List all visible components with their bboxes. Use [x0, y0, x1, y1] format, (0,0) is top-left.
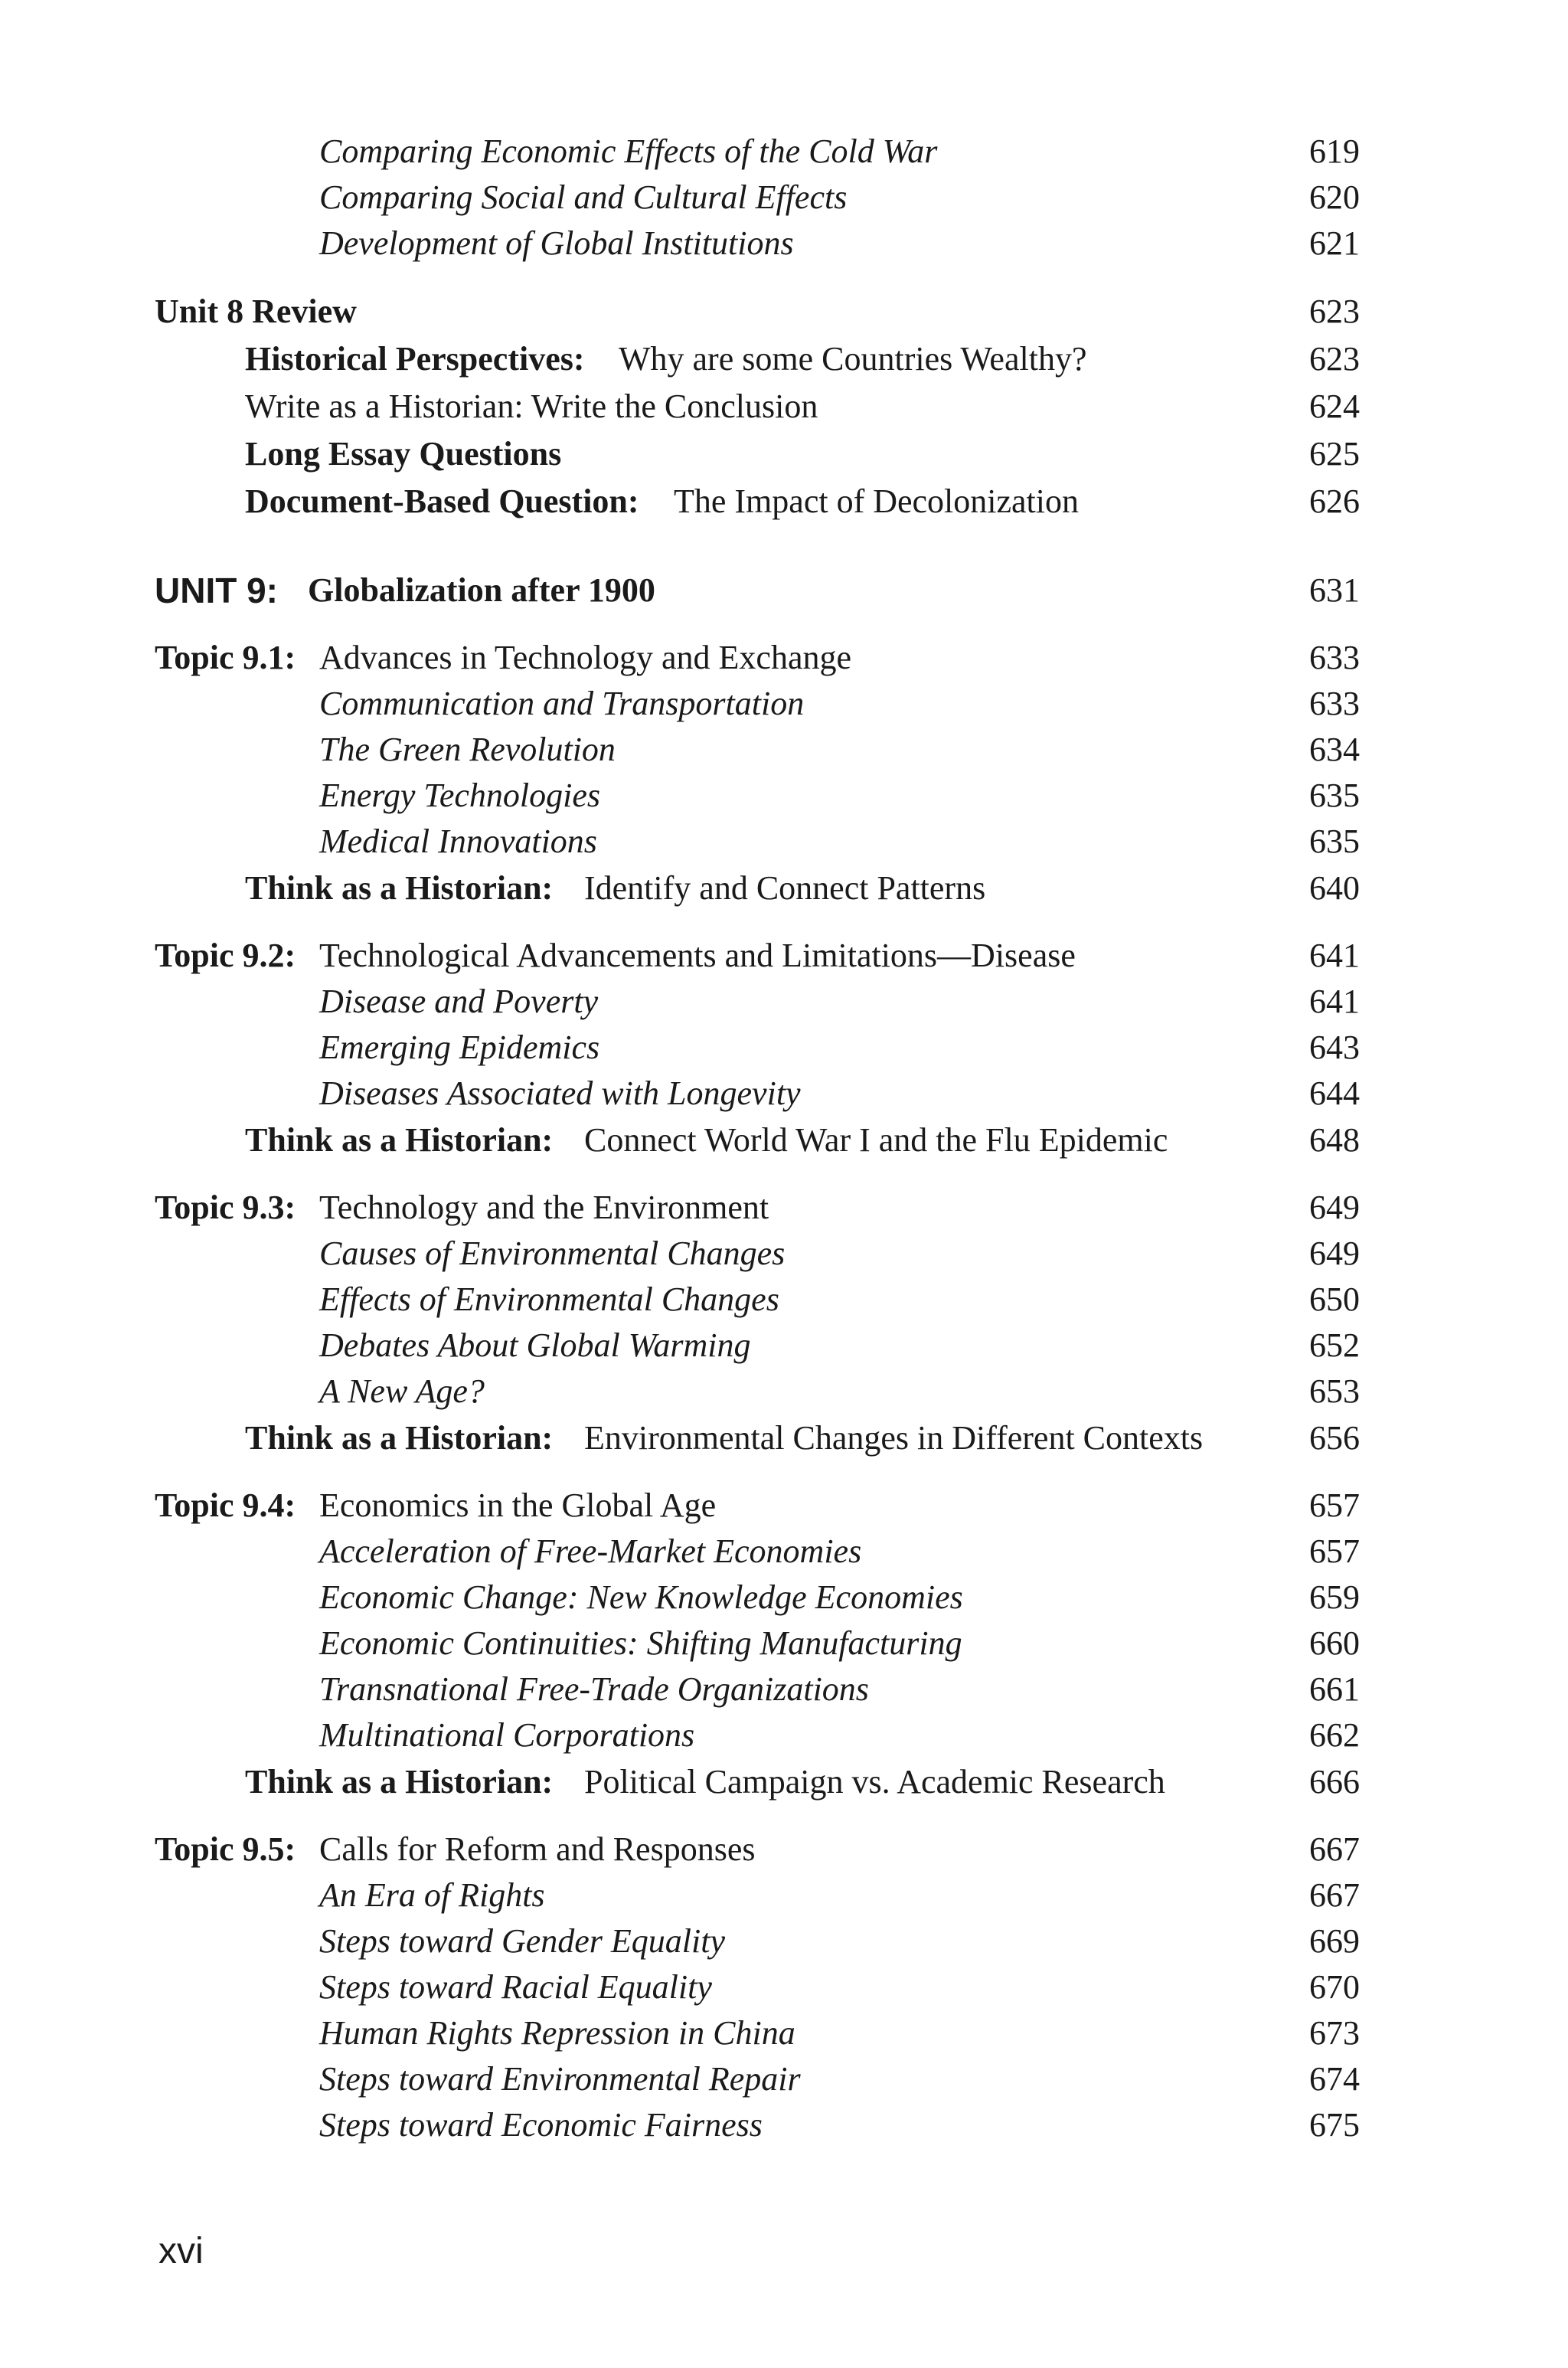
- page-number: 623: [1309, 340, 1360, 378]
- toc-topic-row: [0, 636, 1568, 679]
- subtopic-title: Medical Innovations: [319, 823, 597, 860]
- subtopic-title: Acceleration of Free-Market Economies: [319, 1532, 862, 1570]
- think-title: Environmental Changes in Different Contexts: [584, 1419, 1204, 1457]
- subtopic-title: Effects of Environmental Changes: [319, 1280, 779, 1318]
- toc-subtopic-row: [0, 130, 1568, 173]
- subtopic-title: Human Rights Repression in China: [319, 2014, 795, 2052]
- subtopic-title: Debates About Global Warming: [319, 1326, 751, 1364]
- subtopic-title: An Era of Rights: [319, 1876, 545, 1914]
- topic-label: Topic 9.2:: [155, 937, 296, 974]
- subtopic-title: Economic Change: New Knowledge Economies: [319, 1578, 963, 1616]
- toc-topic-row: [0, 934, 1568, 977]
- toc-think-row: [0, 1761, 1568, 1804]
- subtopic-title: Comparing Economic Effects of the Cold War: [319, 132, 938, 170]
- page-number: 667: [1309, 1830, 1360, 1868]
- subtopic-title: Diseases Associated with Longevity: [319, 1074, 801, 1112]
- feature-title: Why are some Countries Wealthy?: [619, 340, 1087, 378]
- page-number: 653: [1309, 1372, 1360, 1410]
- subtopic-title: Multinational Corporations: [319, 1716, 695, 1754]
- subtopic-title: Emerging Epidemics: [319, 1029, 600, 1066]
- toc-subtopic-row: [0, 980, 1568, 1023]
- subtopic-title: Steps toward Gender Equality: [319, 1922, 725, 1960]
- topic-title: Advances in Technology and Exchange: [319, 639, 851, 676]
- page-number: 621: [1309, 224, 1360, 262]
- page-number: 666: [1309, 1763, 1360, 1801]
- subtopic-title: Economic Continuities: Shifting Manufacturing: [319, 1624, 962, 1662]
- toc-subtopic-row: [0, 1026, 1568, 1069]
- page-number: 633: [1309, 639, 1360, 676]
- toc-subtopic-row: [0, 1668, 1568, 1711]
- page-number: 674: [1309, 2060, 1360, 2098]
- feature-title: The Impact of Decolonization: [674, 482, 1080, 520]
- think-label: Think as a Historian:: [245, 1121, 554, 1159]
- page-number: 649: [1309, 1235, 1360, 1272]
- toc-topic-row: [0, 1828, 1568, 1871]
- topic-title: Technological Advancements and Limitations—Disease: [319, 937, 1076, 974]
- subtopic-title: Causes of Environmental Changes: [319, 1235, 786, 1272]
- toc-topic-row: [0, 1186, 1568, 1229]
- toc-subtopic-row: [0, 2104, 1568, 2147]
- page-number: 620: [1309, 178, 1360, 216]
- toc-subtopic-row: [0, 222, 1568, 265]
- toc-feature-row: [0, 385, 1568, 428]
- toc-subtopic-row: [0, 1966, 1568, 2009]
- toc-subtopic-row: [0, 2012, 1568, 2055]
- page-number: 624: [1309, 388, 1360, 425]
- toc-think-row: [0, 867, 1568, 910]
- page-number: 635: [1309, 777, 1360, 814]
- toc-subtopic-row: [0, 2058, 1568, 2101]
- page-number: 625: [1309, 435, 1360, 473]
- think-title: Connect World War I and the Flu Epidemic: [584, 1121, 1168, 1159]
- page-number: 626: [1309, 482, 1360, 520]
- topic-label: Topic 9.4:: [155, 1487, 296, 1524]
- think-title: Identify and Connect Patterns: [584, 869, 986, 907]
- subtopic-title: A New Age?: [319, 1372, 485, 1410]
- subtopic-title: Steps toward Economic Fairness: [319, 2106, 763, 2144]
- subtopic-title: Transnational Free-Trade Organizations: [319, 1670, 869, 1708]
- topic-label: Topic 9.1:: [155, 639, 296, 676]
- page-number: 644: [1309, 1074, 1360, 1112]
- page-number: 631: [1309, 571, 1360, 609]
- toc-feature-row: [0, 433, 1568, 476]
- page-number: 657: [1309, 1487, 1360, 1524]
- page-number: 643: [1309, 1029, 1360, 1066]
- subtopic-title: Steps toward Racial Equality: [319, 1968, 712, 2006]
- topic-label: Topic 9.5:: [155, 1830, 296, 1868]
- toc-subtopic-row: [0, 774, 1568, 817]
- toc-subtopic-row: [0, 1278, 1568, 1321]
- review-title: Unit 8 Review: [155, 293, 357, 330]
- think-label: Think as a Historian:: [245, 1763, 554, 1801]
- page-folio: xvi: [158, 2231, 204, 2272]
- unit-title: Globalization after 1900: [308, 571, 655, 609]
- page-number: 670: [1309, 1968, 1360, 2006]
- page-number: 648: [1309, 1121, 1360, 1159]
- subtopic-title: Comparing Social and Cultural Effects: [319, 178, 848, 216]
- page-number: 649: [1309, 1189, 1360, 1226]
- page-number: 640: [1309, 869, 1360, 907]
- page-number: 623: [1309, 293, 1360, 330]
- toc-subtopic-row: [0, 176, 1568, 219]
- unit-label: UNIT 9:: [155, 571, 278, 610]
- page-number: 635: [1309, 823, 1360, 860]
- toc-subtopic-row: [0, 1874, 1568, 1917]
- toc-feature-row: [0, 480, 1568, 523]
- topic-label: Topic 9.3:: [155, 1189, 296, 1226]
- subtopic-title: Energy Technologies: [319, 777, 601, 814]
- subtopic-title: Steps toward Environmental Repair: [319, 2060, 801, 2098]
- page-number: 661: [1309, 1670, 1360, 1708]
- page-number: 667: [1309, 1876, 1360, 1914]
- subtopic-title: Communication and Transportation: [319, 685, 805, 722]
- feature-title: Long Essay Questions: [245, 435, 562, 473]
- subtopic-title: The Green Revolution: [319, 731, 616, 768]
- feature-title: Write as a Historian: Write the Conclusion: [245, 388, 818, 425]
- subtopic-title: Disease and Poverty: [319, 983, 599, 1020]
- think-label: Think as a Historian:: [245, 869, 554, 907]
- toc-subtopic-row: [0, 1920, 1568, 1963]
- toc-subtopic-row: [0, 820, 1568, 863]
- subtopic-title: Development of Global Institutions: [319, 224, 794, 262]
- page-number: 641: [1309, 983, 1360, 1020]
- page-number: 641: [1309, 937, 1360, 974]
- toc-subtopic-row: [0, 1370, 1568, 1413]
- page-number: 675: [1309, 2106, 1360, 2144]
- page-number: 662: [1309, 1716, 1360, 1754]
- toc-subtopic-row: [0, 1072, 1568, 1115]
- toc-subtopic-row: [0, 1714, 1568, 1757]
- page-number: 652: [1309, 1326, 1360, 1364]
- page-number: 657: [1309, 1532, 1360, 1570]
- toc-subtopic-row: [0, 728, 1568, 771]
- page-number: 669: [1309, 1922, 1360, 1960]
- toc-unit-row: [0, 569, 1568, 612]
- page-number: 650: [1309, 1280, 1360, 1318]
- toc-subtopic-row: [0, 1530, 1568, 1573]
- feature-label: Document-Based Question:: [245, 482, 639, 520]
- page-number: 633: [1309, 685, 1360, 722]
- toc-subtopic-row: [0, 1576, 1568, 1619]
- topic-title: Calls for Reform and Responses: [319, 1830, 756, 1868]
- page-number: 660: [1309, 1624, 1360, 1662]
- page-number: 659: [1309, 1578, 1360, 1616]
- toc-subtopic-row: [0, 1324, 1568, 1367]
- toc-subtopic-row: [0, 1232, 1568, 1275]
- toc-review-row: [0, 290, 1568, 333]
- think-title: Political Campaign vs. Academic Research: [584, 1763, 1165, 1801]
- toc-subtopic-row: [0, 1622, 1568, 1665]
- toc-subtopic-row: [0, 682, 1568, 725]
- topic-title: Economics in the Global Age: [319, 1487, 717, 1524]
- toc-topic-row: [0, 1484, 1568, 1527]
- page-number: 656: [1309, 1419, 1360, 1457]
- toc-think-row: [0, 1119, 1568, 1162]
- page-number: 634: [1309, 731, 1360, 768]
- toc-feature-row: [0, 338, 1568, 381]
- page-number: 619: [1309, 132, 1360, 170]
- feature-label: Historical Perspectives:: [245, 340, 585, 378]
- page-number: 673: [1309, 2014, 1360, 2052]
- toc-think-row: [0, 1417, 1568, 1460]
- topic-title: Technology and the Environment: [319, 1189, 769, 1226]
- think-label: Think as a Historian:: [245, 1419, 554, 1457]
